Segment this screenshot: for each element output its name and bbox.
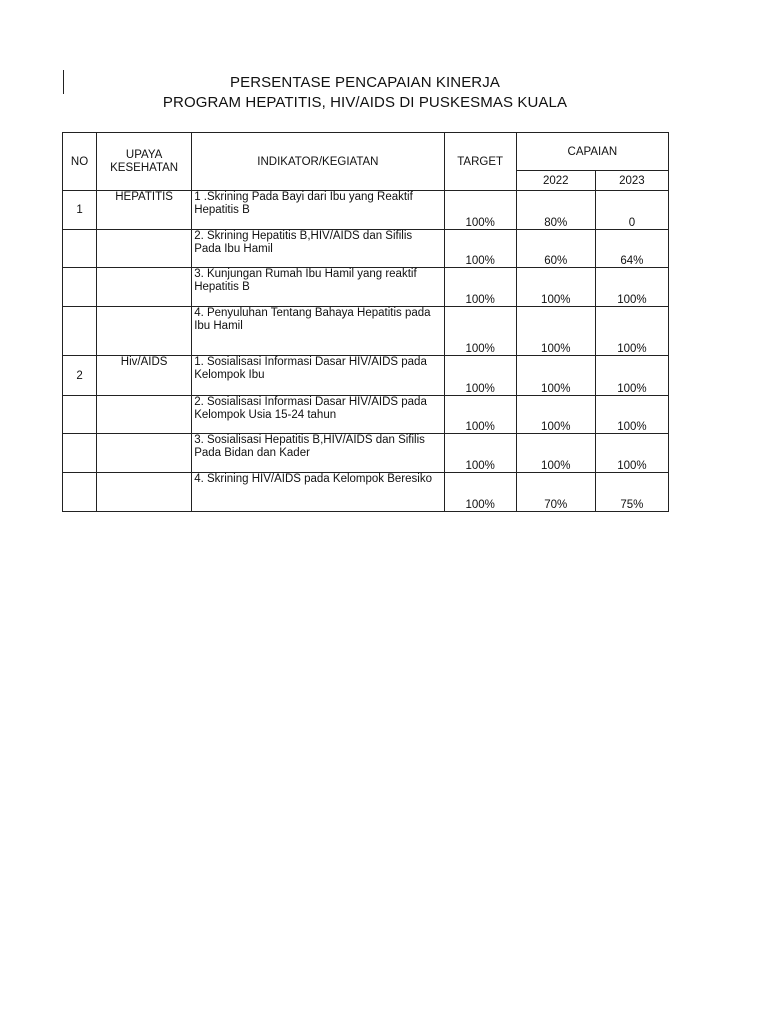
table-row — [63, 356, 669, 396]
row-indikator: 4. Skrining HIV/AIDS pada Kelompok Beresiko — [192, 473, 444, 512]
row-capaian-2022: 60% — [516, 230, 595, 268]
header-capaian: CAPAIAN — [516, 133, 668, 171]
row-capaian-2023: 64% — [595, 230, 668, 268]
row-capaian-2023: 75% — [595, 473, 668, 512]
header-upaya-line2: KESEHATAN — [110, 161, 179, 174]
row-no: 2 — [63, 356, 97, 396]
performance-table — [62, 132, 669, 512]
row-indikator: 1. Sosialisasi Informasi Dasar HIV/AIDS pada Kelompok Ibu — [192, 356, 444, 396]
row-target: 100% — [444, 356, 516, 396]
document-title — [0, 73, 730, 113]
row-indikator: 2. Skrining Hepatitis B,HIV/AIDS dan Sifilis Pada Ibu Hamil — [192, 230, 444, 268]
row-capaian-2022: 70% — [516, 473, 595, 512]
header-no: NO — [63, 133, 97, 191]
table-row — [63, 307, 669, 356]
row-target: 100% — [444, 307, 516, 356]
row-no — [63, 434, 97, 473]
table-row — [63, 191, 669, 230]
row-capaian-2023: 100% — [595, 396, 668, 434]
row-upaya — [97, 473, 192, 512]
row-upaya: Hiv/AIDS — [97, 356, 192, 396]
row-indikator: 1 .Skrining Pada Bayi dari Ibu yang Reaktif Hepatitis B — [192, 191, 444, 230]
row-target: 100% — [444, 268, 516, 307]
row-capaian-2022: 100% — [516, 268, 595, 307]
title-line-1: PERSENTASE PENCAPAIAN KINERJA — [230, 74, 500, 91]
row-capaian-2022: 100% — [516, 356, 595, 396]
row-upaya — [97, 307, 192, 356]
header-year-2022: 2022 — [516, 171, 595, 191]
row-upaya — [97, 396, 192, 434]
row-target: 100% — [444, 230, 516, 268]
row-indikator: 3. Sosialisasi Hepatitis B,HIV/AIDS dan Sifilis Pada Bidan dan Kader — [192, 434, 444, 473]
row-indikator: 3. Kunjungan Rumah Ibu Hamil yang reaktif Hepatitis B — [192, 268, 444, 307]
table-row — [63, 268, 669, 307]
row-capaian-2022: 80% — [516, 191, 595, 230]
table-row — [63, 434, 669, 473]
row-capaian-2023: 100% — [595, 356, 668, 396]
header-upaya-line1: UPAYA — [125, 148, 163, 161]
header-row-1 — [63, 133, 669, 171]
row-capaian-2022: 100% — [516, 307, 595, 356]
header-upaya-kesehatan — [97, 133, 192, 191]
row-target: 100% — [444, 396, 516, 434]
table-row — [63, 473, 669, 512]
table-row — [63, 396, 669, 434]
row-capaian-2023: 100% — [595, 307, 668, 356]
row-no — [63, 230, 97, 268]
row-no — [63, 473, 97, 512]
row-no — [63, 307, 97, 356]
row-no: 1 — [63, 191, 97, 230]
row-upaya — [97, 268, 192, 307]
row-capaian-2022: 100% — [516, 434, 595, 473]
row-indikator: 2. Sosialisasi Informasi Dasar HIV/AIDS pada Kelompok Usia 15-24 tahun — [192, 396, 444, 434]
header-year-2023: 2023 — [595, 171, 668, 191]
row-capaian-2023: 100% — [595, 268, 668, 307]
row-capaian-2023: 0 — [595, 191, 668, 230]
row-indikator: 4. Penyuluhan Tentang Bahaya Hepatitis pada Ibu Hamil — [192, 307, 444, 356]
row-target: 100% — [444, 434, 516, 473]
row-upaya — [97, 434, 192, 473]
row-capaian-2023: 100% — [595, 434, 668, 473]
row-target: 100% — [444, 191, 516, 230]
row-upaya — [97, 230, 192, 268]
row-no — [63, 396, 97, 434]
row-target: 100% — [444, 473, 516, 512]
row-upaya: HEPATITIS — [97, 191, 192, 230]
row-capaian-2022: 100% — [516, 396, 595, 434]
table-row — [63, 230, 669, 268]
title-line-2: PROGRAM HEPATITIS, HIV/AIDS DI PUSKESMAS KUALA — [162, 94, 568, 111]
header-indikator: INDIKATOR/KEGIATAN — [192, 133, 444, 191]
header-target: TARGET — [444, 133, 516, 191]
row-no — [63, 268, 97, 307]
